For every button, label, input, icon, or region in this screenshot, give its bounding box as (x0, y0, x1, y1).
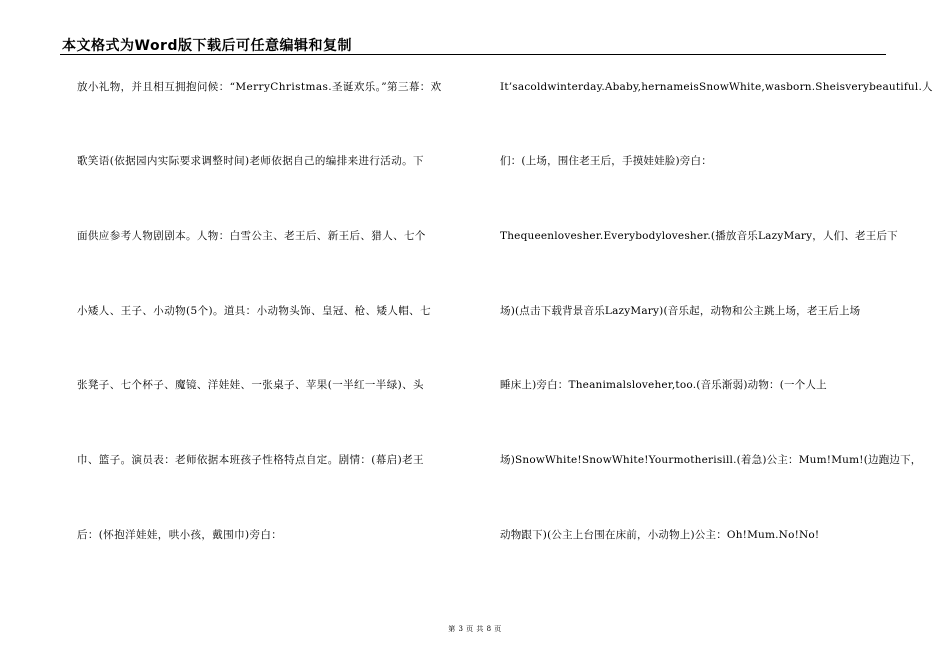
right-line: 动物跟下)(公主上台围在床前，小动物上)公主：Oh!Mum.No!No! (500, 529, 820, 541)
right-line: 睡床上)旁白：Theanimalsloveher,too.(音乐渐弱)动物：(一个人上 (500, 379, 827, 391)
left-line: 面供应参考人物剧剧本。人物：白雪公主、老王后、新王后、猎人、七个 (77, 230, 426, 242)
page-number-footer: 第 3 页 共 8 页 (448, 625, 502, 633)
left-line: 歌笑语(依据园内实际要求调整时间)老师依据自己的编排来进行活动。下 (77, 155, 424, 167)
right-line: 场)SnowWhite!SnowWhite!Yourmotherisill.(着急)公主：Mum!Mum!(边跑边下， (500, 454, 922, 466)
right-line: 们：(上场，围住老王后，手摸娃娃脸)旁白： (500, 155, 712, 167)
left-line: 放小礼物，并且相互拥抱问候：“MerryChristmas.圣诞欢乐。”第三幕：欢 (77, 81, 442, 93)
right-line: Thequeenlovesher.Everybodylovesher.(播放音乐LazyMary，人们、老王后下 (500, 230, 898, 242)
left-line: 小矮人、王子、小动物(5个)。道具：小动物头饰、皇冠、枪、矮人帽、七 (77, 305, 431, 317)
left-line: 巾、篮子。演员表：老师依据本班孩子性格特点自定。剧情：(幕启)老王 (77, 454, 424, 466)
header-divider (60, 54, 886, 55)
page-header-title: 本文格式为Word版下载后可任意编辑和复制 (62, 38, 352, 54)
left-line: 张凳子、七个杯子、魔镜、洋娃娃、一张桌子、苹果(一半红一半绿)、头 (77, 379, 424, 391)
right-line: 场)(点击下载背景音乐LazyMary)(音乐起，动物和公主跳上场，老王后上场 (500, 305, 861, 317)
left-line: 后：(怀抱洋娃娃，哄小孩，戴围巾)旁白： (77, 529, 283, 541)
right-line: It’sacoldwinterday.Ababy,hernameisSnowWhite,wasborn.Sheisverybeautiful.人 (500, 81, 933, 93)
